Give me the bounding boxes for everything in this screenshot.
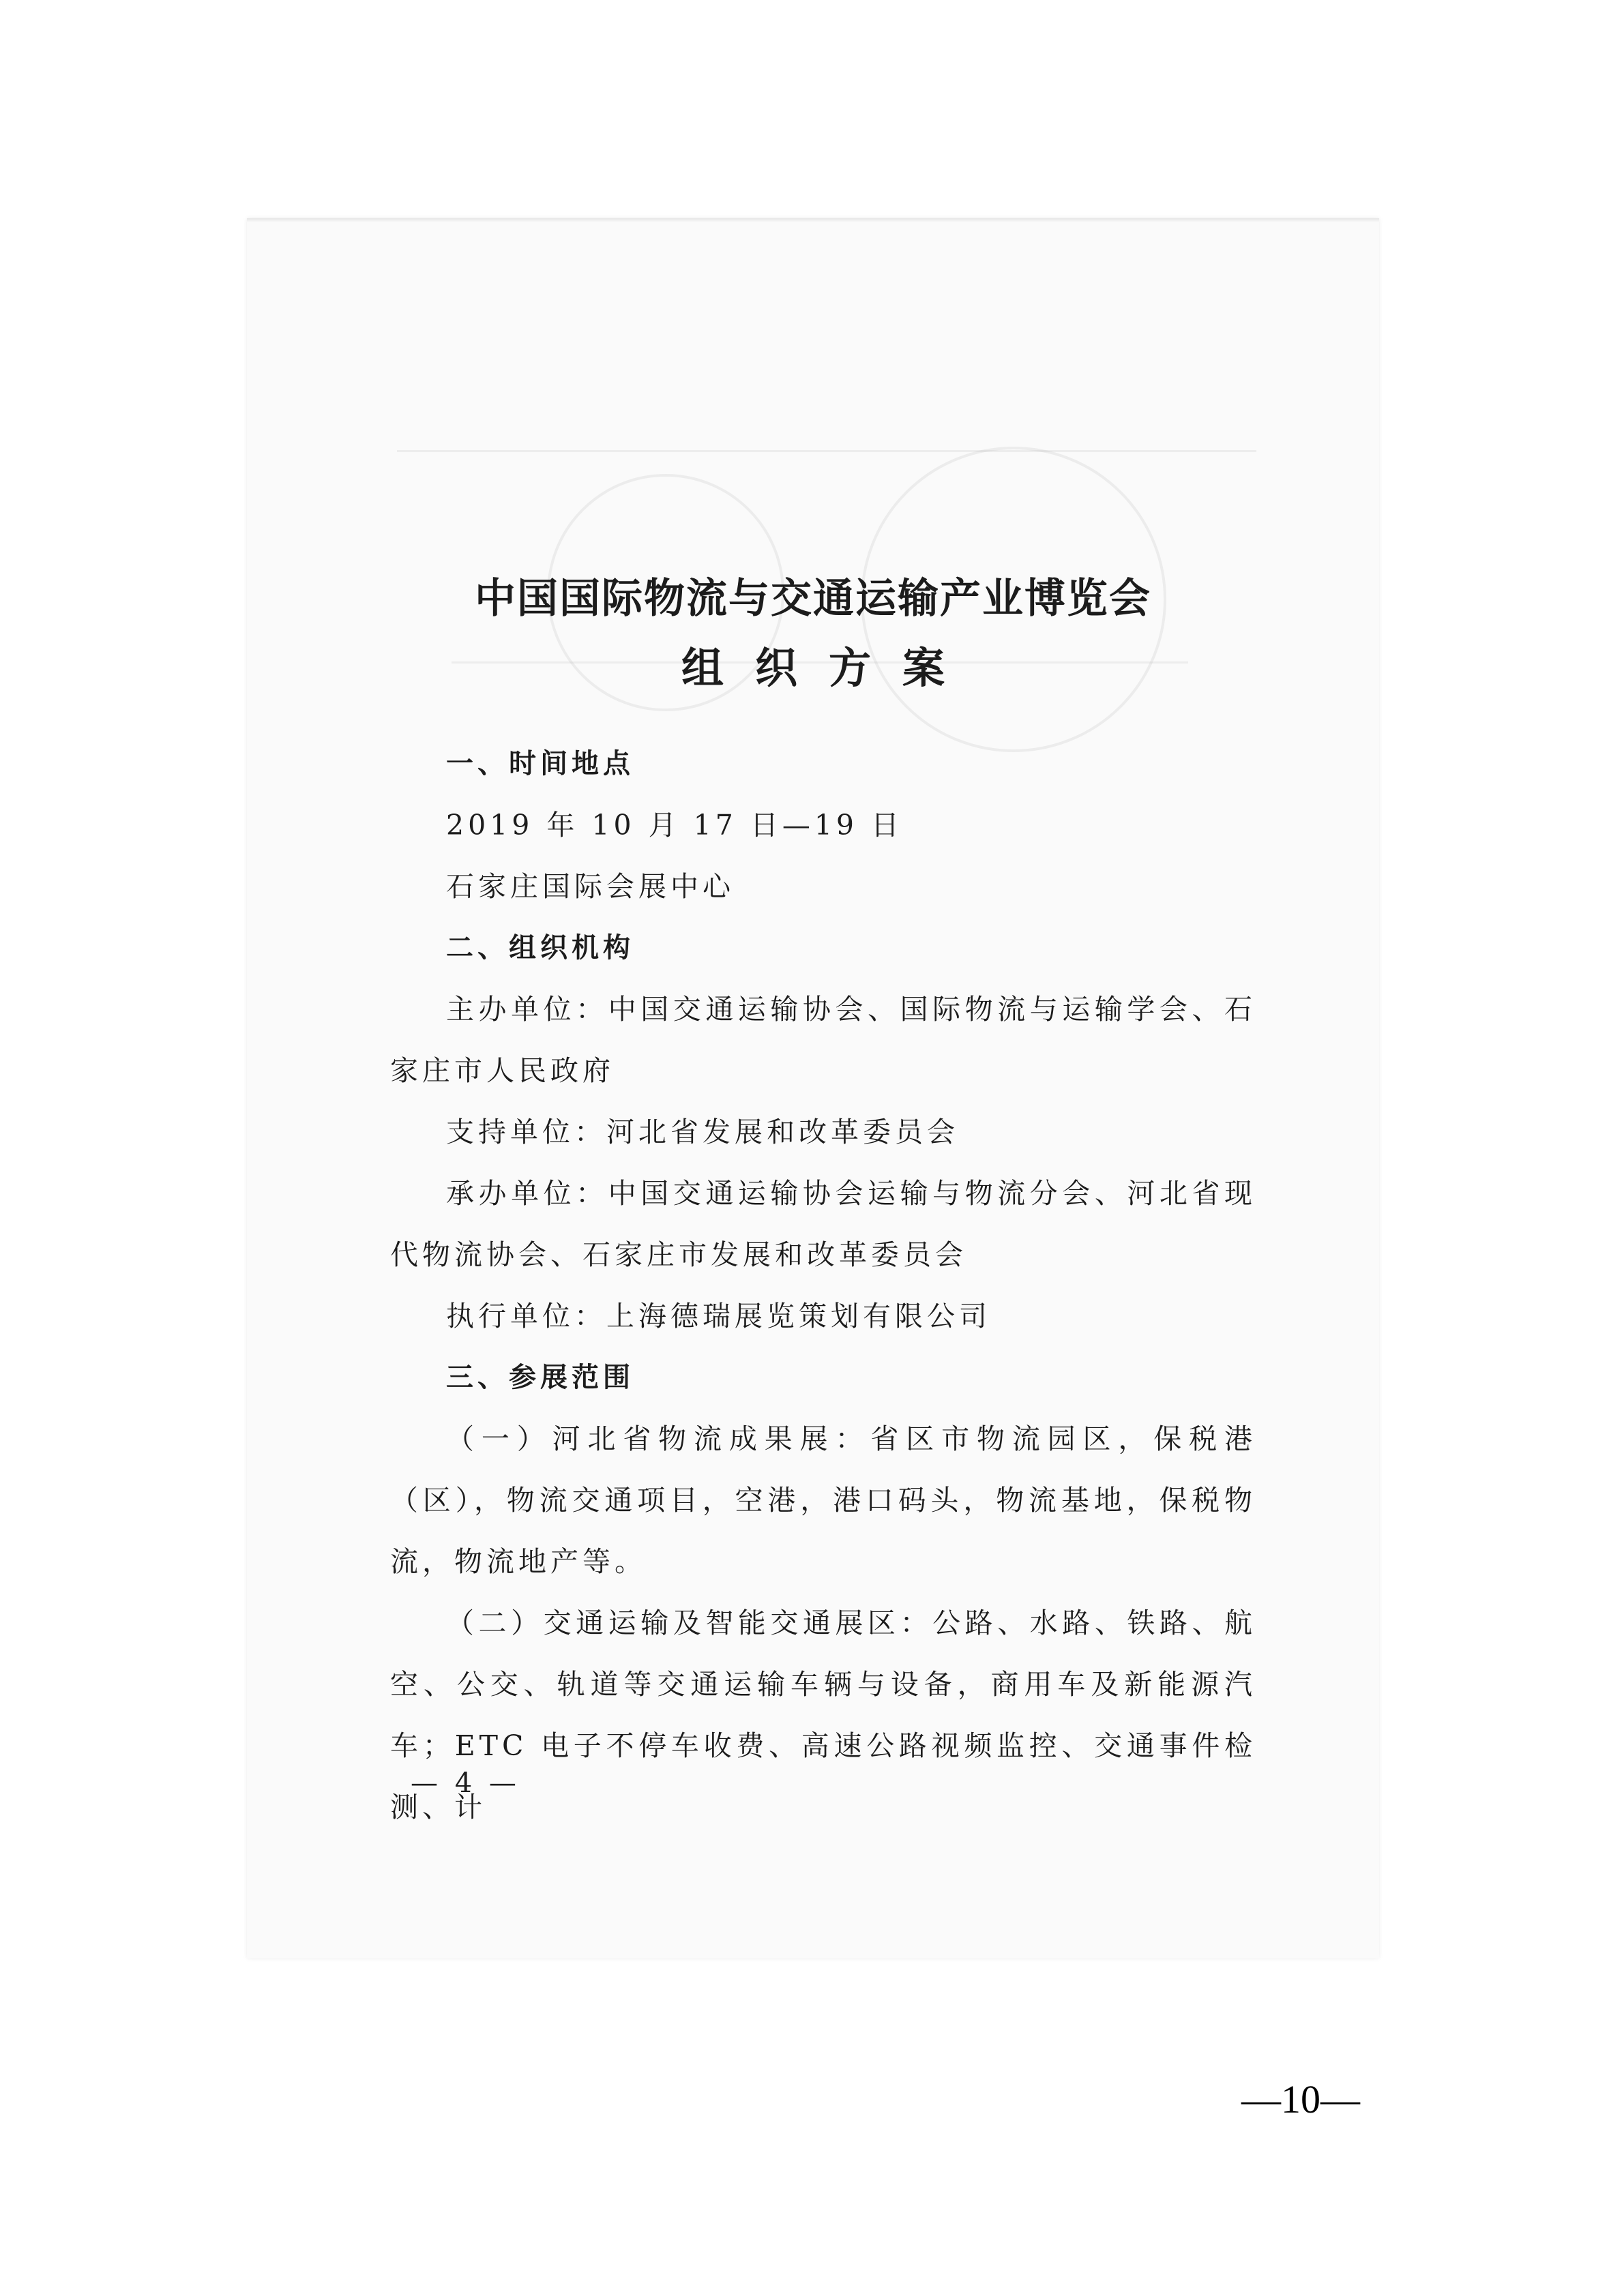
scanned-page — [247, 218, 1379, 1958]
paragraph: 承办单位：中国交通运输协会运输与物流分会、河北省现代物流协会、石家庄市发展和改革委员会 — [390, 1177, 1256, 1271]
section-heading: 一、时间地点 — [446, 748, 634, 779]
document-body — [390, 733, 1256, 1838]
paragraph: （二）交通运输及智能交通展区：公路、水路、铁路、航空、公交、轨道等交通运输车辆与设备，商用车及新能源汽车；ETC 电子不停车收费、高速公路视频监控、交通事件检测、计 — [390, 1607, 1256, 1823]
outer-page-number: —10— — [1241, 2077, 1360, 2121]
scan-edge — [247, 218, 1379, 222]
paragraph: 主办单位：中国交通运输协会、国际物流与运输学会、石家庄市人民政府 — [390, 993, 1256, 1087]
document-title: 中国国际物流与交通运输产业博览会 — [475, 575, 1151, 623]
paragraph: 执行单位：上海德瑞展览策划有限公司 — [446, 1300, 991, 1332]
paragraph: 2019 年 10 月 17 日—19 日 — [446, 809, 904, 841]
paragraph: 石家庄国际会展中心 — [446, 870, 735, 903]
section-heading: 三、参展范围 — [446, 1362, 634, 1393]
bleed-through-line — [397, 450, 1256, 452]
document-subtitle: 组织方案 — [681, 643, 976, 693]
paragraph: 支持单位：河北省发展和改革委员会 — [446, 1116, 959, 1148]
section-heading: 二、组织机构 — [446, 932, 634, 964]
paragraph: （一）河北省物流成果展：省区市物流园区，保税港（区），物流交通项目，空港，港口码头，物流基地，保税物流，物流地产等。 — [390, 1422, 1256, 1578]
inner-page-number: — 4 — — [411, 1768, 520, 1799]
